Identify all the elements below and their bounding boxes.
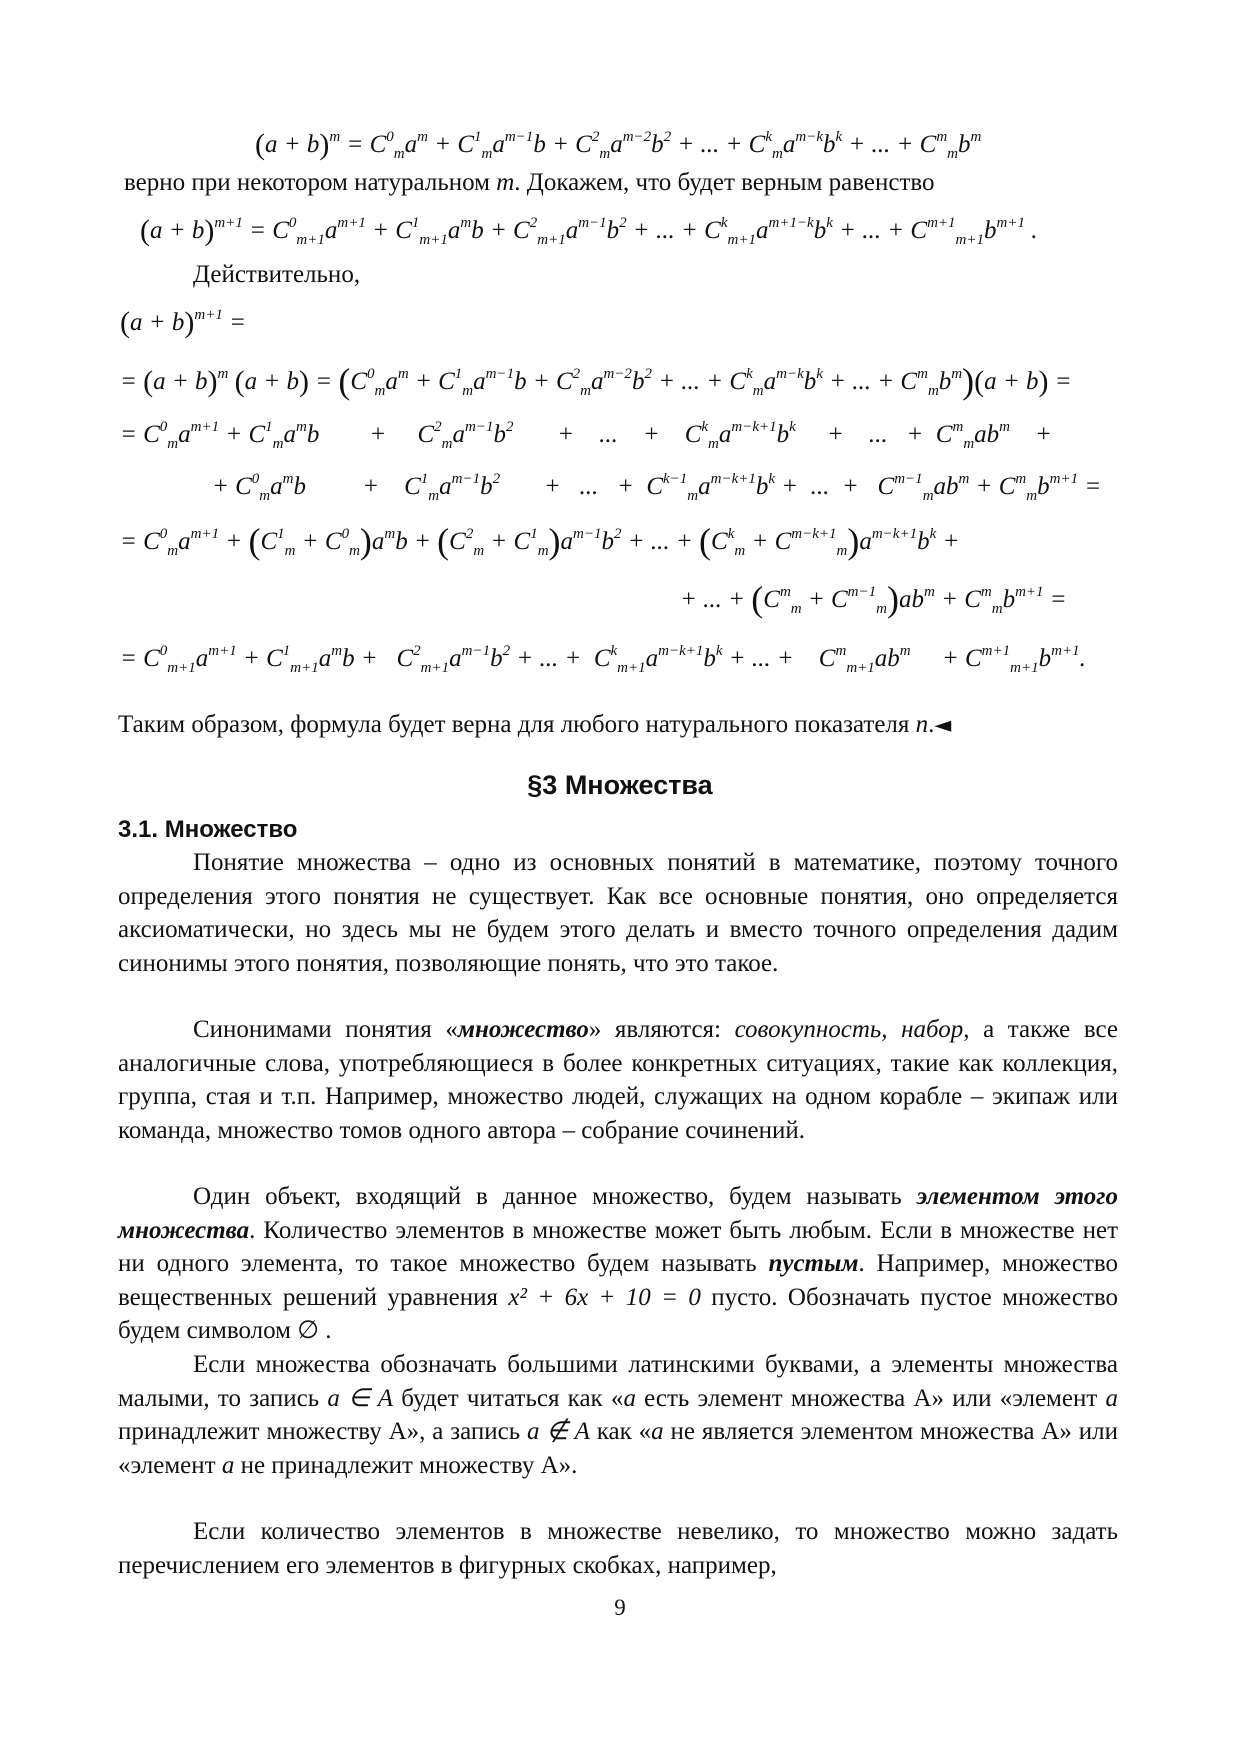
formula-step-5: = $C^0_ma^{m+1} + (C^1_m + C^0_m)a^mb + (C^2_m + C^1_m)a^{m-1}b^2$ + ... + $(C^k_m + C^{m-k+1}_m)a^{m-k+1}b^k$ + [120,521,960,561]
formula-step-6: + ... + $(C^m_m + C^{m-1}_m)ab^m + C^m_mb^{m+1}$ = [680,579,1067,619]
text-verno: верно при некотором натуральном m. Докажем, что будет верным равенство [124,169,935,196]
formula-binomial-m: $(a + b)^m = C^0_ma^m + C^1_ma^{m-1}b + C^2_ma^{m-2}b^2$ + ... + $C^k_ma^{m-k}b^k$ + ... + $C^m_mb^m$ [255,128,982,162]
subsection-title: 3.1. Множество [118,816,298,843]
formula-step-2: = $(a + b)^m$ $(a + b) = (C^0_ma^m + C^1_ma^{m-1}b + C^2_ma^{m-2}b^2$ + ... + $C^k_ma^{m-k}b^k$ + ... + $C^m_mb^m)(a + b)$ = [120,361,1072,401]
text-conclusion: Таким образом, формула будет верна для любого натурального показателя n.◄ [118,711,952,738]
paragraph-2: Синонимами понятия «множество» являются: совокупность, набор, а также все аналогичные слова, употребляющиеся в более конкретных ситуациях, такие как коллекция, группа, стая и т.п. Например, множество людей, служащих на одном корабле – экипаж или команда, множество томов одного автора – собрание сочинений. [118,1016,1118,1144]
qed-symbol: ◄ [934,713,952,738]
formula-binomial-m-plus-1: $(a + b)^{m+1} = C^0_{m+1}a^{m+1} + C^1_{m+1}a^mb + C^2_{m+1}a^{m-1}b^2$ + ... + $C^k_{m+1}a^{m+1-k}b^k$ + ... + $C^{m+1}_{m+1}b^{m+1}$ . [140,214,1038,248]
formula-step-1: $(a + b)^{m+1}$ = [120,306,246,339]
paragraph-4: Если множества обозначать большими латинскими буквами, а элементы множества малыми, то запись a ∈ A будет читаться как «a есть элемент множества А» или «элемент a принадлежит множеству А», а запись a ∉ A как «a не является элементом множества А» или «элемент a не принадлежит множеству А». [118,1351,1119,1479]
formula-step-4: + $C^0_ma^mb$ + $C^1_ma^{m-1}b^2$ + ... + $C^{k-1}_ma^{m-k+1}b^k$ + ... + $C^{m-1}_mab^m + C^m_mb^{m+1}$ = [212,471,1102,504]
page-number: 9 [614,1595,626,1620]
formula-step-3: = $C^0_ma^{m+1} + C^1_ma^mb$ + $C^2_ma^{m-1}b^2$ + ... + $C^k_ma^{m-k+1}b^k$ + ... + $C^m_mab^m$ + [120,419,1052,452]
section-title: §3 Множества [527,770,713,800]
paragraph-1: Понятие множества – одно из основных понятий в математике, поэтому точного определения этого понятия не существует. Как все основные понятия, оно определяется аксиоматически, но здесь мы не будем этого делать и вместо точного определения дадим синонимы этого понятия, позволяющие понять, что это такое. [118,849,1118,977]
text-deistvitelno: Действительно, [193,261,361,288]
paragraph-5: Если количество элементов в множестве невелико, то множество можно задать перечислением его элементов в фигурных скобках, например, [118,1518,1118,1579]
paragraph-3: Один объект, входящий в данное множество, будем называть элементом этого множества. Количество элементов в множестве может быть любым. Если в множестве нет ни одного элемента, то такое множество будем называть пустым. Например, множество вещественных решений уравнения x² + 6x + 10 = 0 пусто. Обозначать пустое множество будем символом ∅ . [118,1183,1119,1344]
formula-step-7: = $C^0_{m+1}a^{m+1} + C^1_{m+1}a^mb + C^2_{m+1}a^{m-1}b^2$ + ... + $C^k_{m+1}a^{m-k+1}b^k$ + ... + $C^m_{m+1}ab^m$ + $C^{m+1}_{m+1}b^{m+1}$. [120,643,1086,676]
